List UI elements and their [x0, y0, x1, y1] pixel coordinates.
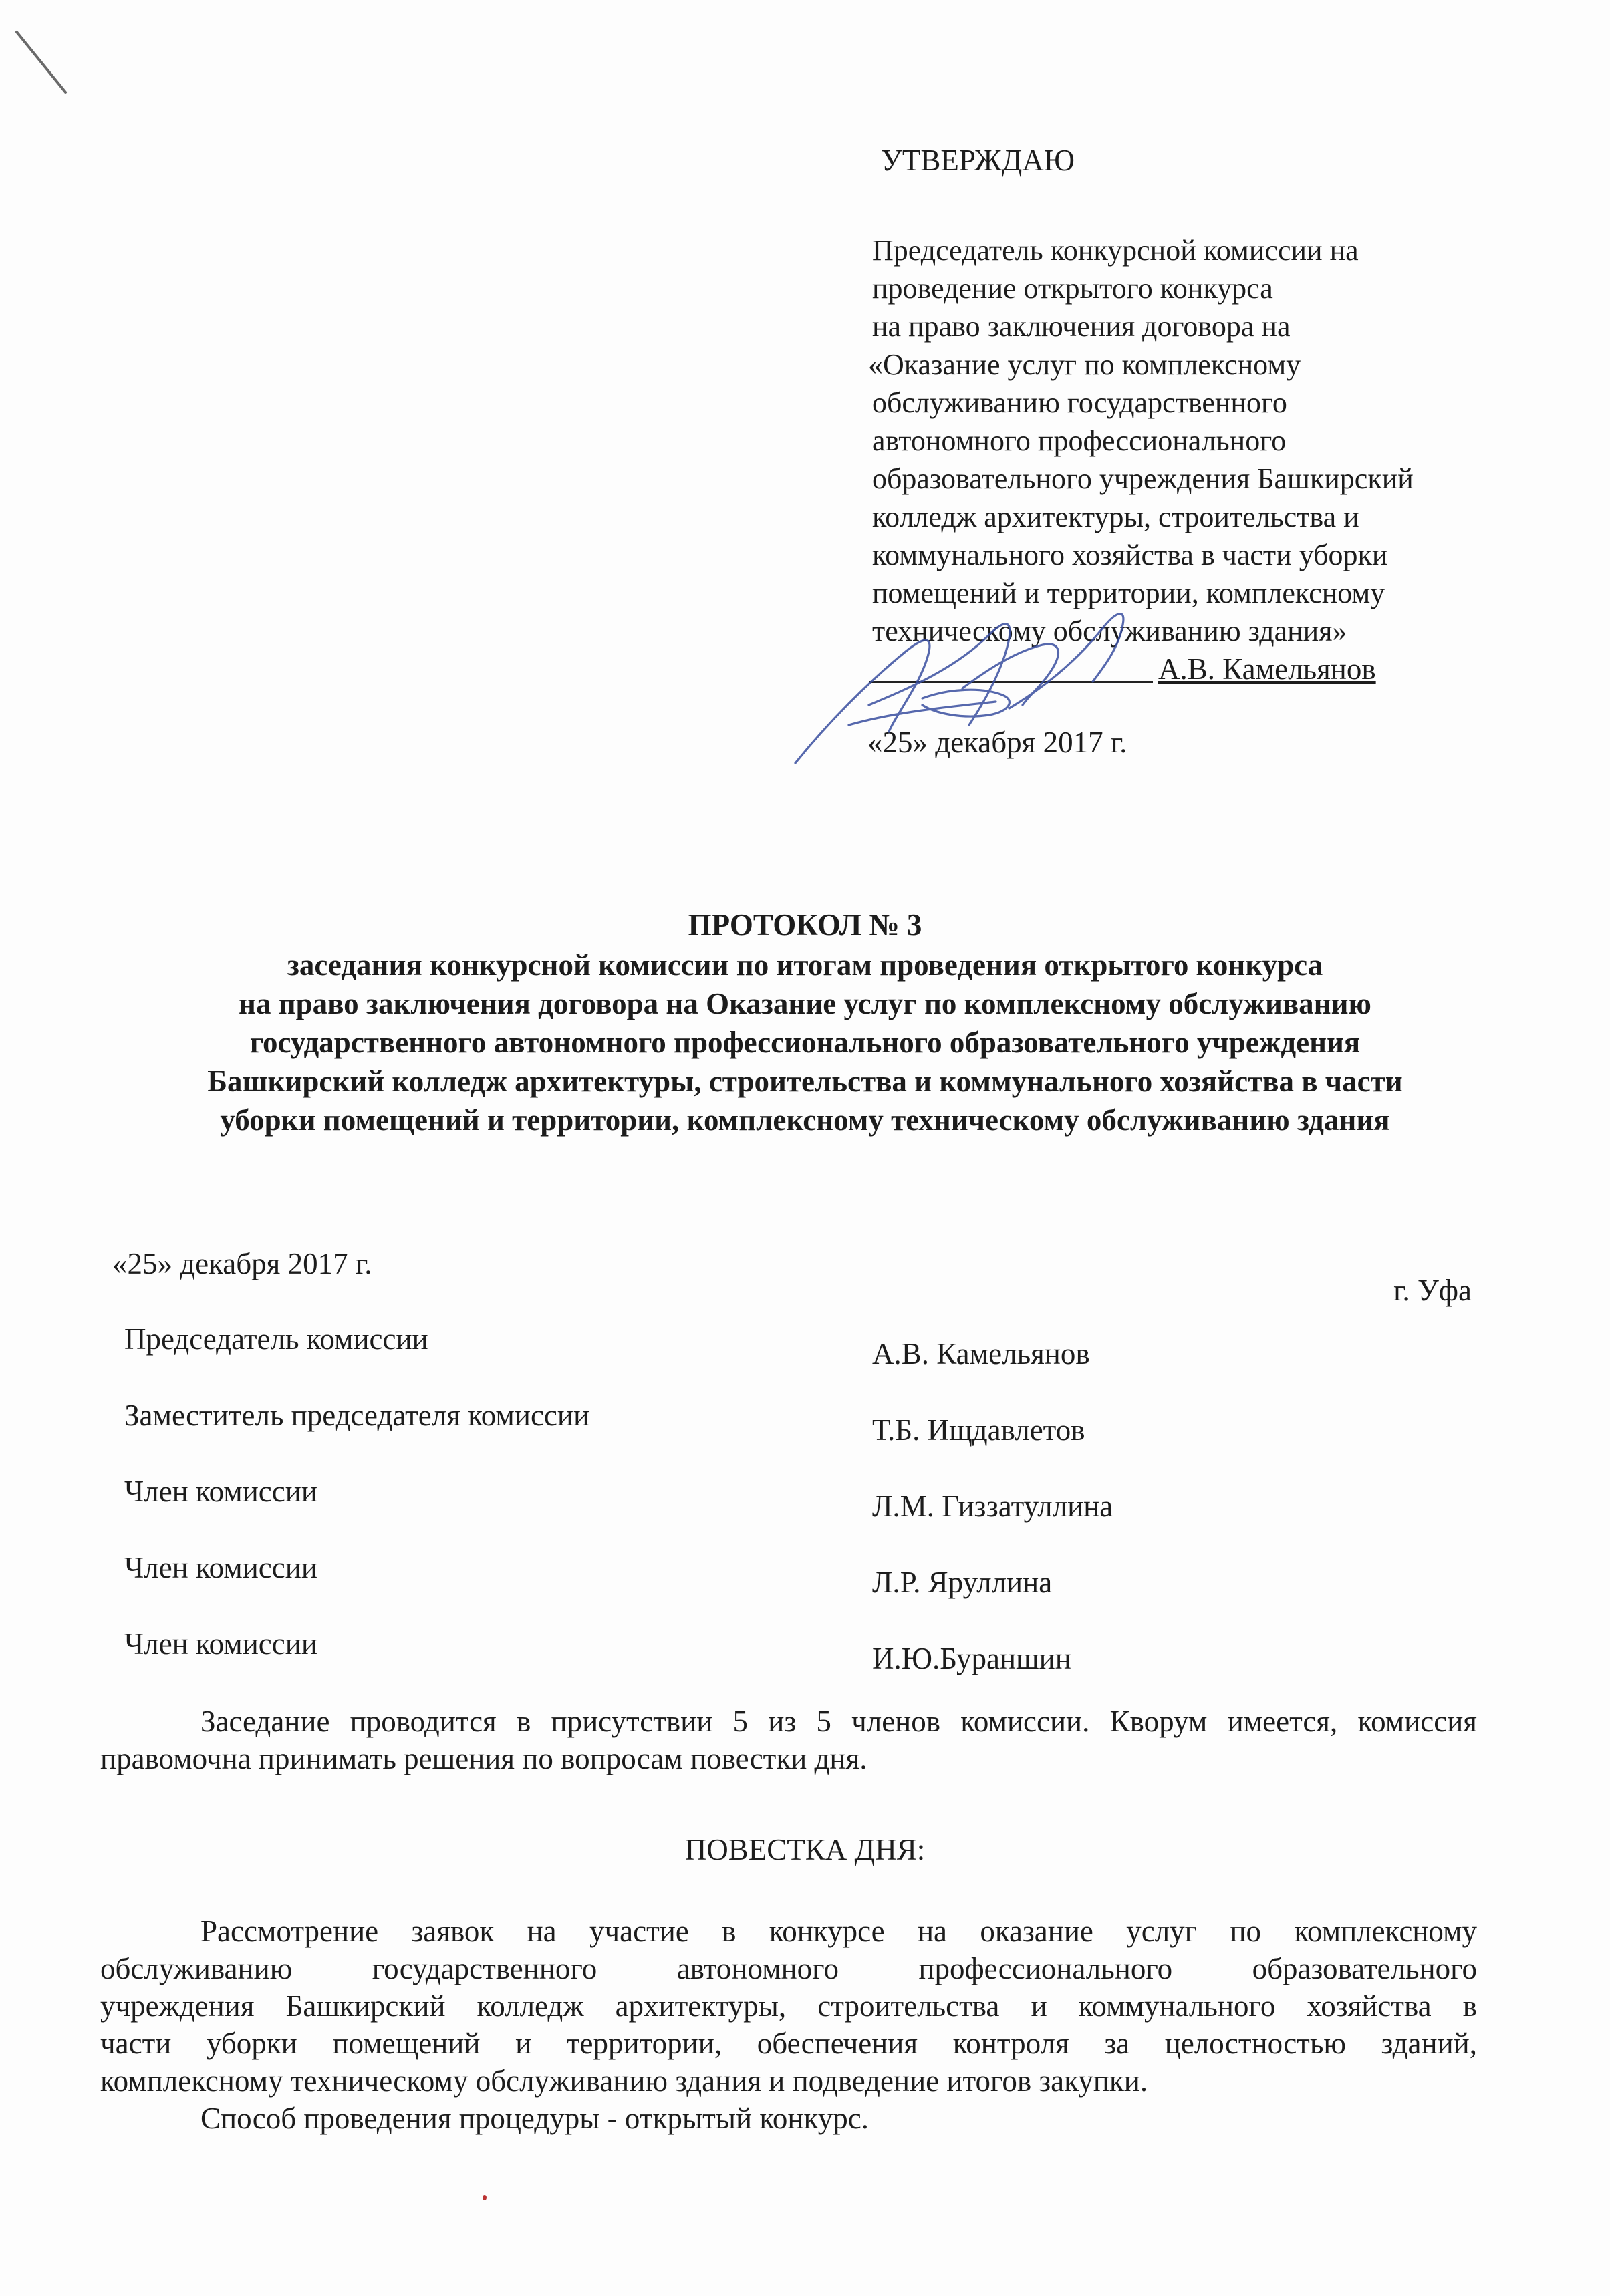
member-role: Член комиссии: [124, 1475, 317, 1508]
protocol-number: ПРОТОКОЛ № 3: [688, 908, 922, 942]
protocol-title-line: государственного автономного профессионального образовательного учреждения: [249, 1026, 1361, 1059]
pen-stroke-mark: [13, 27, 74, 100]
member-name: Л.М. Гиззатуллина: [872, 1489, 1113, 1523]
protocol-date: «25» декабря 2017 г.: [112, 1247, 372, 1280]
member-name: Л.Р. Яруллина: [872, 1566, 1053, 1599]
agenda-line: части уборки помещений и территории, обеспечения контроля за целостностью зданий,: [100, 2027, 1477, 2060]
approval-date: «25» декабря 2017 г.: [867, 726, 1127, 759]
member-name: Т.Б. Ищдавлетов: [872, 1413, 1085, 1447]
approval-line: автономного профессионального: [872, 424, 1287, 457]
protocol-title-line: заседания конкурсной комиссии по итогам проведения открытого конкурса: [287, 948, 1323, 982]
agenda-line: комплексному техническому обслуживанию здания и подведение итогов закупки.: [100, 2064, 1148, 2098]
agenda-paragraph: [100, 1912, 1477, 2137]
procedure-method: Способ проведения процедуры - открытый конкурс.: [200, 2102, 869, 2135]
member-name: А.В. Камельянов: [872, 1337, 1090, 1371]
quorum-paragraph: [100, 1703, 1477, 1777]
protocol-title: [0, 905, 1610, 1139]
protocol-title-line: Башкирский колледж архитектуры, строительства и коммунального хозяйства в части: [207, 1064, 1403, 1098]
agenda-line: учреждения Башкирский колледж архитектуры, строительства и коммунального хозяйства в: [100, 1989, 1477, 2023]
approval-line: Председатель конкурсной комиссии на: [872, 234, 1359, 267]
quorum-line: правомочна принимать решения по вопросам повестки дня.: [100, 1742, 867, 1775]
quorum-line: Заседание проводится в присутствии 5 из 5 членов комиссии. Кворум имеется, комиссия: [200, 1705, 1477, 1738]
approval-line: колледж архитектуры, строительства и: [872, 500, 1359, 533]
approval-line: образовательного учреждения Башкирский: [872, 462, 1414, 495]
member-role: Заместитель председателя комиссии: [124, 1399, 590, 1432]
agenda-line: Рассмотрение заявок на участие в конкурсе на оказание услуг по комплексному: [200, 1914, 1477, 1948]
agenda-line: обслуживанию государственного автономного профессионального образовательного: [100, 1952, 1477, 1985]
protocol-city: г. Уфа: [1393, 1274, 1472, 1307]
approval-heading: УТВЕРЖДАЮ: [881, 144, 1075, 177]
member-role: Член комиссии: [124, 1627, 317, 1661]
member-name: И.Ю.Бураншин: [872, 1642, 1071, 1675]
protocol-title-line: на право заключения договора на Оказание услуг по комплексному обслуживанию: [239, 987, 1371, 1020]
approval-line: на право заключения договора на: [872, 310, 1291, 343]
member-role: Член комиссии: [124, 1551, 317, 1584]
approval-text: [868, 231, 1514, 650]
approver-name: А.В. Камельянов: [1158, 652, 1376, 686]
ink-dot: [483, 2195, 487, 2200]
approval-line: коммунального хозяйства в части уборки: [872, 539, 1388, 571]
approval-line: помещений и территории, комплексному: [872, 577, 1385, 609]
agenda-heading: ПОВЕСТКА ДНЯ:: [684, 1833, 926, 1866]
protocol-title-line: уборки помещений и территории, комплексному техническому обслуживанию здания: [220, 1103, 1390, 1137]
approval-line: обслуживанию государственного: [872, 386, 1287, 419]
approval-line: техническому обслуживанию здания»: [872, 615, 1347, 648]
approval-line: проведение открытого конкурса: [872, 272, 1273, 305]
approval-line: «Оказание услуг по комплексному: [868, 348, 1301, 381]
member-role: Председатель комиссии: [124, 1322, 428, 1356]
handwritten-signature: [789, 588, 1163, 775]
